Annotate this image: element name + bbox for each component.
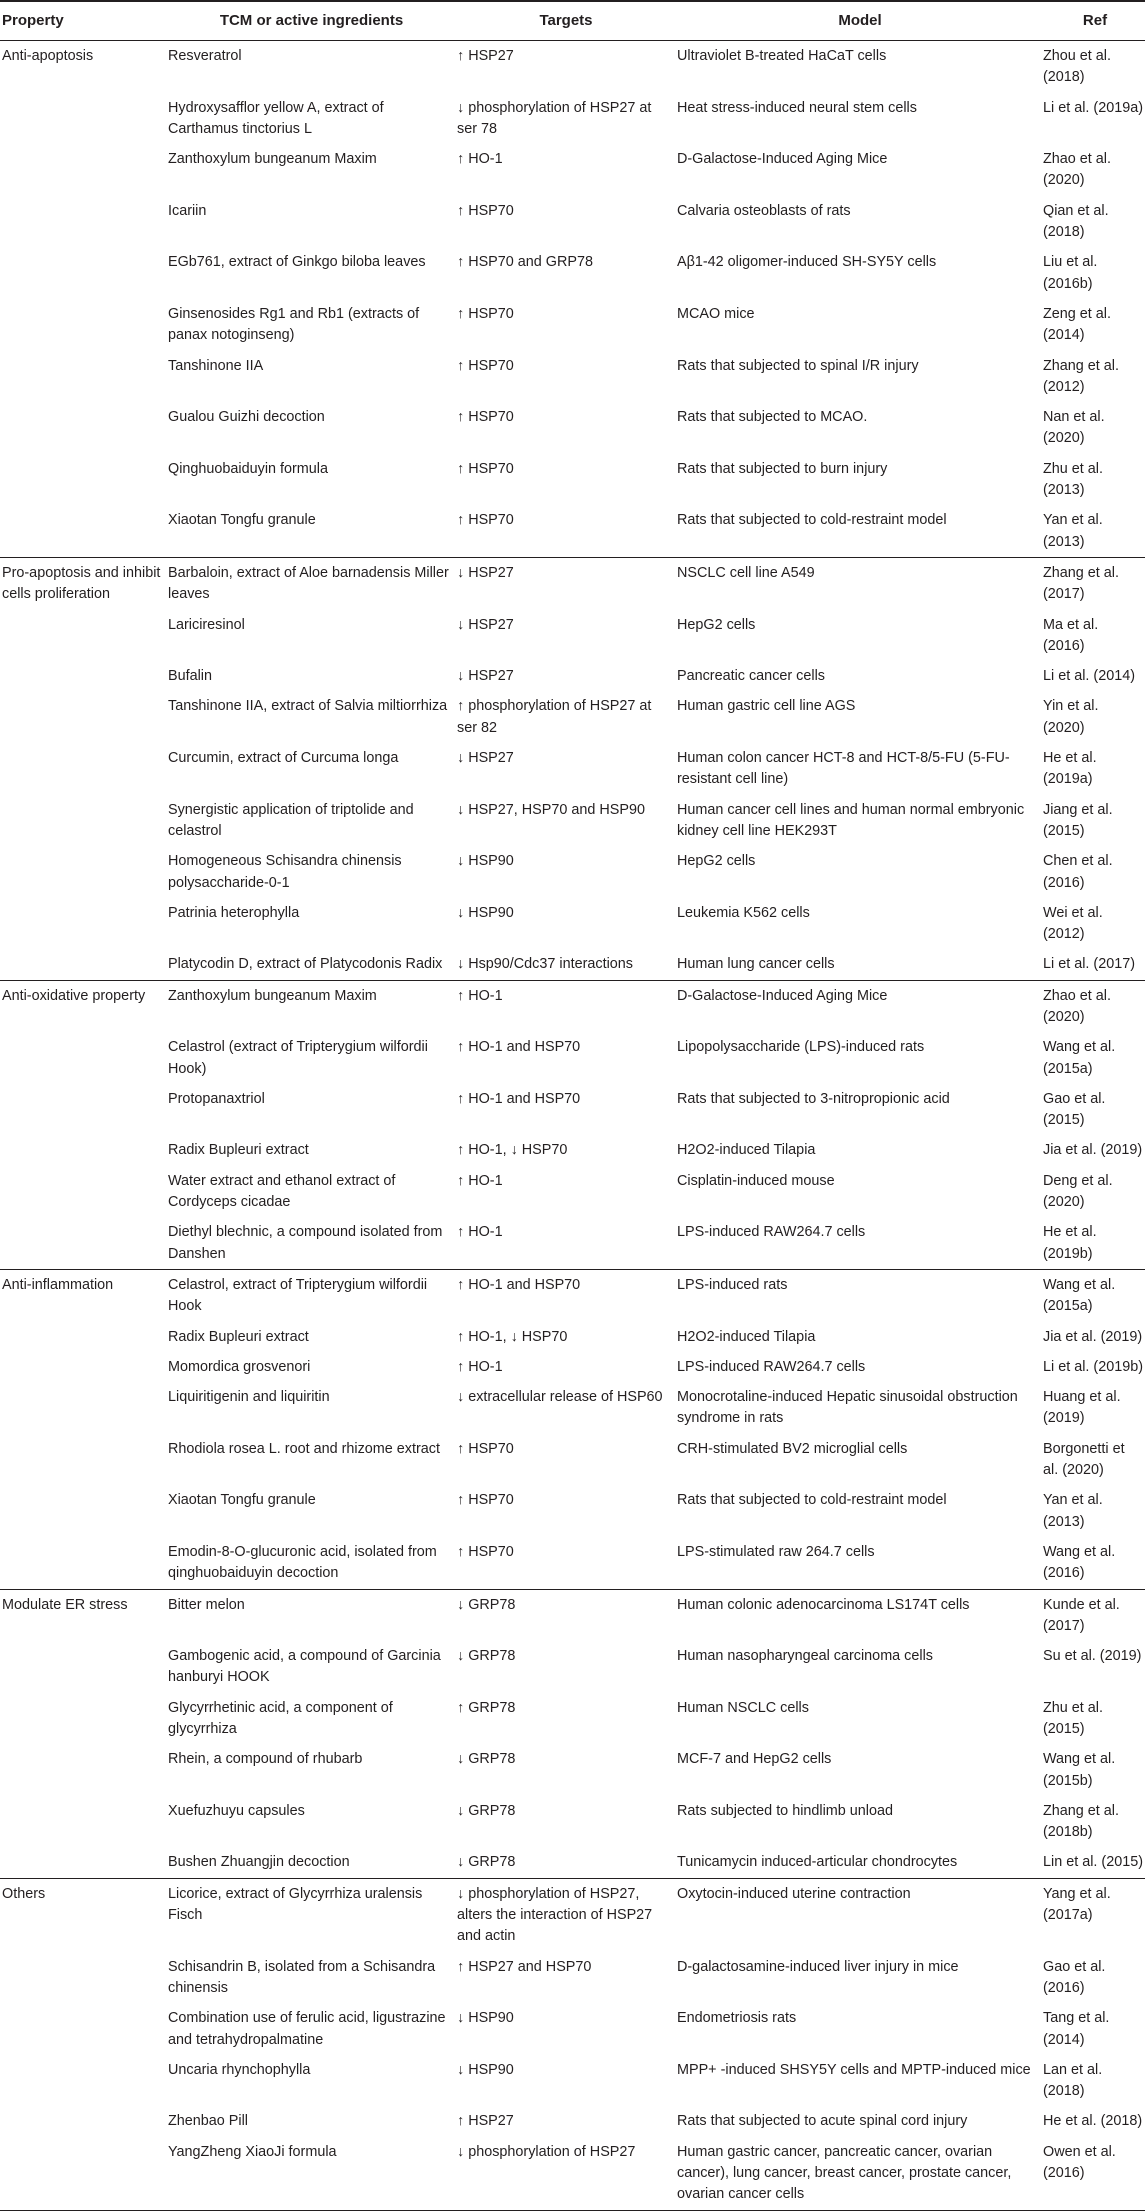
cell-targets: ↓ GRP78: [457, 1751, 516, 1768]
cell-model: D-Galactose-Induced Aging Mice: [677, 151, 888, 168]
cell-targets: ↑ HO-1, ↓ HSP70: [457, 1142, 568, 1159]
cell-tcm: Schisandrin B, isolated from a Schisandra chinensis: [168, 1958, 436, 1996]
table-row: [0, 41, 1145, 93]
table-row: [0, 2137, 1145, 2210]
header-ref: Ref: [1043, 1, 1145, 41]
cell-property: [0, 1166, 166, 1218]
table-row: [0, 743, 1145, 795]
cell-property: [0, 1693, 166, 1745]
cell-property: [0, 196, 166, 248]
table-row: [0, 144, 1145, 196]
table-row: [0, 1382, 1145, 1434]
cell-tcm: Emodin-8-O-glucuronic acid, isolated from qinghuobaiduyin decoction: [166, 1537, 455, 1589]
table-row: [0, 1952, 1145, 2004]
cell-model: NSCLC cell line A549: [677, 564, 815, 581]
cell-model: Rats subjected to hindlimb unload: [677, 1802, 893, 1819]
cell-property: [0, 93, 166, 145]
cell-model: Oxytocin-induced uterine contraction: [677, 1885, 911, 1902]
cell-ref: Li et al. (2017): [1043, 949, 1145, 980]
cell-property: [0, 247, 166, 299]
cell-tcm: Zanthoxylum bungeanum Maxim: [168, 987, 377, 1004]
cell-model: Cisplatin-induced mouse: [677, 1172, 835, 1189]
cell-property: Pro-apoptosis and inhibit cells proliferation: [2, 564, 161, 603]
cell-property: [0, 1641, 166, 1693]
cell-tcm: Gambogenic acid, a compound of Garcinia hanburyi HOOK: [168, 1648, 441, 1686]
cell-targets: ↓ HSP27: [457, 750, 514, 767]
table-row: [0, 1217, 1145, 1269]
cell-targets: ↑ HSP70: [455, 1537, 675, 1589]
cell-ref: Zhang et al. (2017): [1043, 564, 1120, 603]
cell-model: Human colonic adenocarcinoma LS174T cells: [677, 1596, 970, 1613]
cell-targets: ↓ HSP27: [457, 564, 514, 581]
cell-targets: ↓ extracellular release of HSP60: [457, 1389, 663, 1406]
cell-ref: Zhang et al. (2018b): [1043, 1802, 1120, 1841]
cell-model: HepG2 cells: [677, 853, 756, 870]
cell-targets: ↑ HO-1 and HSP70: [457, 1039, 581, 1056]
header-row: [0, 1, 1145, 41]
cell-ref: Liu et al. (2016b): [1043, 254, 1098, 292]
cell-tcm: Patrinia heterophylla: [168, 904, 300, 921]
cell-ref: Tang et al. (2014): [1043, 2010, 1110, 2048]
cell-tcm: Tanshinone IIA, extract of Salvia miltiorrhiza: [168, 698, 448, 715]
cell-model: H2O2-induced Tilapia: [677, 1142, 816, 1159]
cell-targets: ↑ HO-1 and HSP70: [457, 1090, 581, 1107]
cell-targets: ↓ GRP78: [457, 1802, 516, 1819]
table-row: [0, 1084, 1145, 1136]
cell-tcm: Curcumin, extract of Curcuma longa: [168, 750, 399, 767]
table-row: [0, 402, 1145, 454]
cell-model: D-Galactose-Induced Aging Mice: [677, 987, 888, 1004]
table-row: [0, 505, 1145, 557]
cell-tcm: Combination use of ferulic acid, ligustrazine and tetrahydropalmatine: [168, 2010, 446, 2048]
table-row: [0, 661, 1145, 691]
cell-targets: ↑ HSP70: [455, 505, 675, 557]
cell-property: [0, 1485, 166, 1537]
table-row: [0, 691, 1145, 743]
table-row: [0, 454, 1145, 506]
cell-tcm: Resveratrol: [168, 48, 242, 64]
cell-property: [0, 1382, 166, 1434]
table-row: [0, 299, 1145, 351]
cell-tcm: EGb761, extract of Ginkgo biloba leaves: [168, 254, 426, 271]
header-model: Model: [675, 1, 1043, 41]
table-row: [0, 980, 1145, 1032]
cell-tcm: Qinghuobaiduyin formula: [168, 460, 328, 477]
cell-targets: ↑ HO-1: [457, 987, 503, 1004]
table-row: [0, 1166, 1145, 1218]
cell-model: MCAO mice: [677, 305, 755, 322]
cell-targets: ↑ HO-1: [457, 1172, 503, 1189]
table-row: [0, 949, 1145, 980]
table-row: [0, 1032, 1145, 1084]
cell-ref: Kunde et al. (2017): [1043, 1596, 1120, 1634]
cell-targets: ↑ HSP70 and GRP78: [457, 254, 593, 271]
cell-tcm: Xuefuzhuyu capsules: [168, 1802, 305, 1819]
cell-ref: Zhao et al. (2020): [1043, 151, 1111, 189]
cell-ref: Deng et al. (2020): [1043, 1172, 1113, 1211]
cell-ref: Zhang et al. (2012): [1043, 357, 1120, 395]
cell-property: [0, 1352, 166, 1382]
cell-tcm: Bufalin: [168, 668, 213, 685]
cell-ref: Zeng et al. (2014): [1043, 305, 1111, 344]
cell-ref: Yin et al. (2020): [1043, 698, 1099, 736]
cell-property: [0, 1744, 166, 1796]
cell-tcm: Bushen Zhuangjin decoction: [166, 1847, 455, 1878]
cell-targets: ↑ HSP70: [457, 460, 514, 477]
table-body: [0, 41, 1145, 2211]
cell-tcm: Homogeneous Schisandra chinensis polysaccharide-0-1: [168, 853, 402, 891]
cell-property: Anti-inflammation: [2, 1276, 114, 1293]
cell-ref: Nan et al. (2020): [1043, 409, 1105, 447]
cell-targets: ↑ HSP27: [457, 48, 514, 64]
cell-property: [0, 2106, 166, 2136]
table-row: [0, 93, 1145, 145]
cell-model: LPS-induced RAW264.7 cells: [677, 1358, 866, 1375]
cell-tcm: Zhenbao Pill: [168, 2113, 248, 2130]
cell-ref: Ma et al. (2016): [1043, 616, 1099, 654]
header-property: Property: [0, 1, 166, 41]
cell-ref: Yan et al. (2013): [1043, 505, 1145, 557]
cell-ref: Borgonetti et al. (2020): [1043, 1440, 1125, 1479]
cell-tcm: Xiaotan Tongfu granule: [168, 1492, 316, 1509]
cell-targets: ↑ HSP70: [457, 409, 514, 426]
cell-model: Rats that subjected to MCAO.: [677, 409, 868, 426]
cell-model: Human gastric cell line AGS: [677, 698, 856, 715]
table-row: [0, 557, 1145, 609]
cell-property: [0, 351, 166, 403]
table-row: [0, 1537, 1145, 1589]
cell-property: [0, 402, 166, 454]
cell-model: Human lung cancer cells: [675, 949, 1043, 980]
table-row: [0, 610, 1145, 662]
cell-model: Pancreatic cancer cells: [677, 668, 825, 685]
cell-property: [0, 1847, 166, 1878]
cell-model: Lipopolysaccharide (LPS)-induced rats: [677, 1039, 925, 1056]
cell-tcm: Lariciresinol: [168, 616, 245, 633]
cell-model: MPP+ -induced SHSY5Y cells and MPTP-induced mice: [677, 2061, 1031, 2078]
cell-tcm: Radix Bupleuri extract: [168, 1142, 309, 1159]
cell-tcm: Bitter melon: [168, 1596, 245, 1613]
table-row: [0, 898, 1145, 950]
cell-targets: ↑ HSP27 and HSP70: [457, 1958, 592, 1975]
cell-model: Endometriosis rats: [677, 2010, 797, 2027]
cell-tcm: Tanshinone IIA: [168, 357, 264, 374]
table-row: [0, 351, 1145, 403]
cell-ref: Wang et al. (2015a): [1043, 1276, 1116, 1315]
cell-tcm: Licorice, extract of Glycyrrhiza uralensis Fisch: [168, 1885, 423, 1924]
cell-ref: Su et al. (2019): [1043, 1648, 1142, 1665]
cell-model: LPS-stimulated raw 264.7 cells: [675, 1537, 1043, 1589]
cell-tcm: Rhein, a compound of rhubarb: [168, 1751, 363, 1768]
cell-tcm: Ginsenosides Rg1 and Rb1 (extracts of panax notoginseng): [168, 305, 420, 344]
cell-property: [0, 1434, 166, 1486]
cell-model: Heat stress-induced neural stem cells: [677, 99, 917, 116]
cell-targets: ↑ GRP78: [457, 1699, 516, 1716]
cell-model: Leukemia K562 cells: [677, 904, 810, 921]
cell-property: [0, 1217, 166, 1269]
cell-ref: Zhou et al. (2018): [1043, 48, 1111, 86]
cell-tcm: Celastrol, extract of Tripterygium wilfordii Hook: [168, 1276, 428, 1315]
cell-ref: Chen et al. (2016): [1043, 853, 1113, 891]
cell-model: Human gastric cancer, pancreatic cancer, ovarian cancer), lung cancer, breast cancer, prostate cancer, ovarian cancer cells: [675, 2137, 1043, 2210]
table-row: [0, 247, 1145, 299]
cell-tcm: Glycyrrhetinic acid, a component of glycyrrhiza: [168, 1699, 393, 1737]
cell-property: [0, 1537, 166, 1589]
cell-targets: ↓ phosphorylation of HSP27, alters the interaction of HSP27 and actin: [457, 1885, 653, 1945]
table-row: [0, 846, 1145, 898]
cell-property: [0, 2055, 166, 2107]
cell-targets: ↓ HSP90: [457, 904, 514, 921]
table-row: [0, 1434, 1145, 1486]
cell-targets: ↑ HO-1, ↓ HSP70: [457, 1328, 568, 1345]
cell-tcm: YangZheng XiaoJi formula: [166, 2137, 455, 2210]
cell-property: [0, 2137, 166, 2210]
cell-targets: ↑ HSP27: [457, 2113, 514, 2130]
cell-ref: Li et al. (2019a): [1043, 99, 1143, 116]
cell-tcm: Protopanaxtriol: [168, 1090, 265, 1107]
table-row: [0, 1485, 1145, 1537]
cell-property: [0, 454, 166, 506]
cell-targets: ↓ GRP78: [457, 1648, 516, 1665]
cell-tcm: Diethyl blechnic, a compound isolated from Danshen: [166, 1217, 455, 1269]
cell-targets: ↑ HSP70: [457, 357, 514, 374]
cell-model: Calvaria osteoblasts of rats: [677, 202, 851, 219]
cell-targets: ↑ HO-1: [457, 151, 503, 168]
table-row: [0, 795, 1145, 847]
cell-ref: Jia et al. (2019): [1043, 1328, 1143, 1345]
cell-property: [0, 691, 166, 743]
cell-targets: ↓ HSP27: [457, 668, 514, 685]
cell-tcm: Water extract and ethanol extract of Cordyceps cicadae: [168, 1172, 396, 1211]
cell-property: [0, 299, 166, 351]
cell-property: Modulate ER stress: [2, 1596, 128, 1613]
cell-targets: ↑ HSP70: [457, 1492, 514, 1509]
cell-ref: Li et al. (2019b): [1043, 1358, 1143, 1375]
cell-ref: Yang et al. (2017a): [1043, 1885, 1111, 1924]
cell-targets: ↓ phosphorylation of HSP27 at ser 78: [457, 99, 652, 137]
cell-targets: ↑ HSP70: [457, 202, 514, 219]
cell-property: [0, 1322, 166, 1352]
cell-model: LPS-induced RAW264.7 cells: [675, 1217, 1043, 1269]
table-row: [0, 1878, 1145, 1951]
cell-ref: Huang et al. (2019): [1043, 1389, 1121, 1427]
cell-model: HepG2 cells: [677, 616, 756, 633]
cell-targets: ↑ phosphorylation of HSP27 at ser 82: [457, 698, 652, 736]
cell-property: [0, 1032, 166, 1084]
cell-model: Rats that subjected to burn injury: [677, 460, 888, 477]
cell-property: [0, 846, 166, 898]
cell-ref: Jia et al. (2019): [1043, 1142, 1143, 1159]
cell-model: Rats that subjected to 3-nitropropionic acid: [677, 1090, 950, 1107]
cell-model: Rats that subjected to acute spinal cord injury: [677, 2113, 968, 2130]
cell-ref: Wang et al. (2015b): [1043, 1751, 1116, 1789]
table-row: [0, 1352, 1145, 1382]
cell-ref: Qian et al. (2018): [1043, 202, 1109, 241]
cell-tcm: Synergistic application of triptolide and celastrol: [168, 801, 414, 839]
header-tcm: TCM or active ingredients: [166, 1, 455, 41]
cell-ref: Wang et al. (2015a): [1043, 1039, 1116, 1077]
table-row: [0, 1135, 1145, 1165]
cell-targets: ↓ HSP90: [457, 853, 514, 870]
cell-tcm: Momordica grosvenori: [168, 1358, 311, 1375]
cell-targets: ↑ HO-1 and HSP70: [457, 1276, 581, 1293]
cell-targets: ↓ HSP27: [457, 616, 514, 633]
cell-model: Rats that subjected to spinal I/R injury: [677, 357, 919, 374]
cell-tcm: Hydroxysafflor yellow A, extract of Carthamus tinctorius L: [168, 99, 384, 137]
cell-model: D-galactosamine-induced liver injury in mice: [677, 1958, 959, 1975]
cell-ref: Jiang et al. (2015): [1043, 801, 1113, 839]
cell-property: [0, 949, 166, 980]
cell-property: [0, 743, 166, 795]
cell-targets: ↓ HSP90: [457, 2061, 514, 2078]
cell-tcm: Gualou Guizhi decoction: [168, 409, 325, 426]
table-row: [0, 1744, 1145, 1796]
table-row: [0, 1641, 1145, 1693]
cell-model: Human NSCLC cells: [677, 1699, 809, 1716]
cell-targets: ↑ HSP70: [457, 1440, 514, 1457]
cell-property: Anti-oxidative property: [2, 987, 146, 1004]
cell-model: H2O2-induced Tilapia: [677, 1328, 816, 1345]
cell-tcm: Xiaotan Tongfu granule: [166, 505, 455, 557]
table-row: [0, 1322, 1145, 1352]
cell-tcm: Uncaria rhynchophylla: [168, 2061, 311, 2078]
cell-targets: ↑ HO-1: [455, 1217, 675, 1269]
cell-tcm: Icariin: [168, 202, 207, 219]
table-row: [0, 1847, 1145, 1878]
cell-model: Human nasopharyngeal carcinoma cells: [677, 1648, 933, 1665]
table-header: [0, 1, 1145, 41]
cell-ref: He et al. (2019a): [1043, 750, 1097, 788]
cell-model: Ultraviolet B-treated HaCaT cells: [677, 48, 887, 64]
table-row: [0, 1693, 1145, 1745]
table-row: [0, 1796, 1145, 1848]
cell-ref: Li et al. (2014): [1043, 668, 1135, 685]
table-row: [0, 196, 1145, 248]
cell-property: [0, 2003, 166, 2055]
header-targets: Targets: [455, 1, 675, 41]
cell-property: [0, 1952, 166, 2004]
cell-ref: Yan et al. (2013): [1043, 1492, 1103, 1530]
cell-property: [0, 1135, 166, 1165]
cell-ref: Wang et al. (2016): [1043, 1537, 1145, 1589]
cell-ref: Gao et al. (2015): [1043, 1090, 1106, 1129]
cell-ref: Gao et al. (2016): [1043, 1958, 1106, 1996]
cell-targets: ↓ HSP90: [457, 2010, 514, 2027]
cell-targets: ↓ HSP27, HSP70 and HSP90: [457, 801, 645, 818]
cell-ref: Wei et al. (2012): [1043, 904, 1103, 943]
cell-tcm: Celastrol (extract of Tripterygium wilfordii Hook): [168, 1039, 428, 1077]
cell-model: Rats that subjected to cold-restraint model: [677, 1492, 947, 1509]
cell-tcm: Zanthoxylum bungeanum Maxim: [168, 151, 377, 168]
cell-ref: Zhu et al. (2013): [1043, 460, 1103, 499]
cell-property: [0, 795, 166, 847]
cell-model: CRH-stimulated BV2 microglial cells: [677, 1440, 908, 1457]
cell-ref: He et al. (2018): [1043, 2113, 1143, 2130]
cell-model: Human colon cancer HCT-8 and HCT-8/5-FU (5-FU-resistant cell line): [677, 750, 1010, 788]
cell-ref: He et al. (2019b): [1043, 1217, 1145, 1269]
cell-property: [0, 898, 166, 950]
cell-ref: Lin et al. (2015): [1043, 1847, 1145, 1878]
cell-model: MCF-7 and HepG2 cells: [677, 1751, 832, 1768]
table-row: [0, 2106, 1145, 2136]
cell-model: Tunicamycin induced-articular chondrocytes: [675, 1847, 1043, 1878]
cell-model: Human cancer cell lines and human normal embryonic kidney cell line HEK293T: [677, 801, 1025, 839]
cell-model: LPS-induced rats: [677, 1276, 788, 1293]
cell-property: Others: [2, 1885, 46, 1902]
cell-model: Rats that subjected to cold-restraint model: [675, 505, 1043, 557]
cell-tcm: Rhodiola rosea L. root and rhizome extract: [168, 1440, 440, 1457]
cell-targets: ↓ Hsp90/Cdc37 interactions: [455, 949, 675, 980]
cell-model: Monocrotaline-induced Hepatic sinusoidal obstruction syndrome in rats: [677, 1389, 1018, 1427]
table-row: [0, 2055, 1145, 2107]
cell-property: Anti-apoptosis: [2, 48, 94, 64]
cell-ref: Lan et al. (2018): [1043, 2061, 1103, 2100]
cell-property: [0, 610, 166, 662]
table-row: [0, 2003, 1145, 2055]
cell-targets: ↓ GRP78: [455, 1847, 675, 1878]
cell-tcm: Barbaloin, extract of Aloe barnadensis Miller leaves: [168, 564, 449, 603]
cell-targets: ↑ HO-1: [457, 1358, 503, 1375]
cell-model: Aβ1-42 oligomer-induced SH-SY5Y cells: [677, 254, 937, 271]
cell-property: [0, 144, 166, 196]
cell-targets: ↑ HSP70: [457, 305, 514, 322]
cell-ref: Zhao et al. (2020): [1043, 987, 1111, 1025]
table-row: [0, 1269, 1145, 1321]
table-row: [0, 1589, 1145, 1641]
cell-property: [0, 1084, 166, 1136]
cell-property: [0, 1796, 166, 1848]
cell-property: [0, 661, 166, 691]
cell-property: [0, 505, 166, 557]
cell-targets: ↓ GRP78: [457, 1596, 516, 1613]
cell-targets: ↓ phosphorylation of HSP27: [455, 2137, 675, 2210]
cell-tcm: Liquiritigenin and liquiritin: [168, 1389, 330, 1406]
cell-tcm: Platycodin D, extract of Platycodonis Radix: [166, 949, 455, 980]
cell-tcm: Radix Bupleuri extract: [168, 1328, 309, 1345]
cell-ref: Zhu et al. (2015): [1043, 1699, 1103, 1737]
cell-ref: Owen et al. (2016): [1043, 2137, 1145, 2210]
